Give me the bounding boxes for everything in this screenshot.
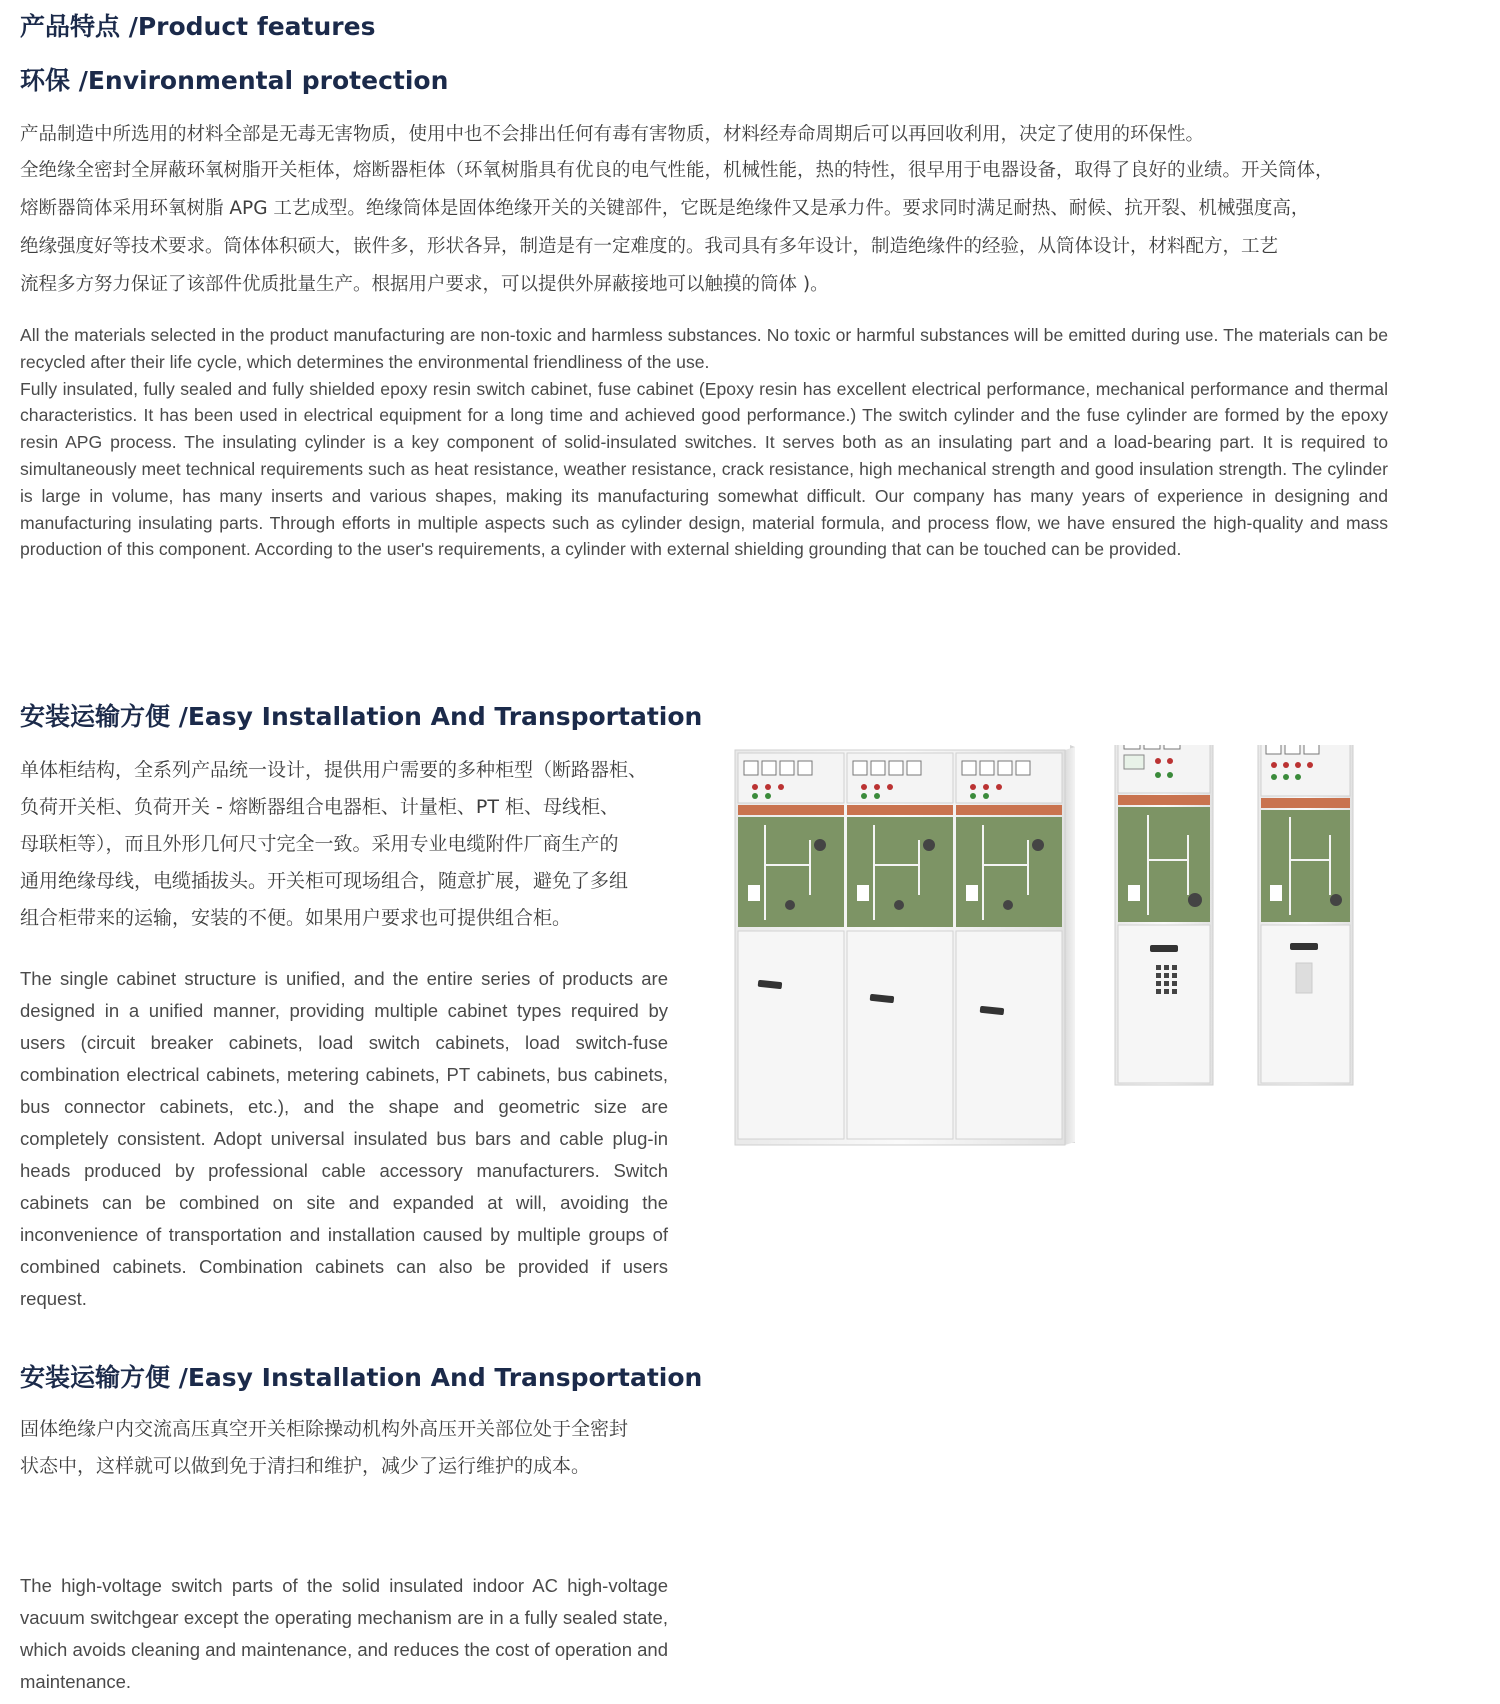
single-cabinet-unit (1115, 745, 1213, 1085)
cn-installation-line: 负荷开关柜、负荷开关 - 熔断器组合电器柜、计量柜、PT 柜、母线柜、 (20, 796, 620, 818)
cn-sealed-line: 固体绝缘户内交流高压真空开关柜除操动机构外高压开关部位处于全密封 (20, 1418, 629, 1440)
sealed-maintenance-heading: 安装运输方便 /Easy Installation And Transportation (20, 1363, 703, 1392)
page-title: 产品特点 /Product features (20, 12, 376, 41)
cn-sealed-line: 状态中，这样就可以做到免于清扫和维护，减少了运行维护的成本。 (20, 1455, 591, 1477)
cn-paragraph-1: 产品制造中所选用的材料全部是无毒无害物质，使用中也不会排出任何有毒有害物质，材料经寿命周期后可以再回收利用，决定了使用的环保性。 (20, 124, 1205, 145)
single-cabinet-unit (1258, 745, 1353, 1085)
cn-installation-line: 通用绝缘母线，电缆插拔头。开关柜可现场组合，随意扩展，避免了多组 (20, 870, 629, 892)
cn-paragraph-2-line: 熔断器筒体采用环氧树脂 APG 工艺成型。绝缘筒体是固体绝缘开关的关键部件，它既是绝缘件又是承力件。要求同时满足耐热、耐候、抗开裂、机械强度高， (20, 198, 1310, 219)
cn-paragraph-2-line: 绝缘强度好等技术要求。筒体体积硕大，嵌件多，形状各异，制造是有一定难度的。我司具有多年设计，制造绝缘件的经验，从筒体设计，材料配方，工艺 (20, 236, 1279, 257)
cn-installation-line: 单体柜结构，全系列产品统一设计，提供用户需要的多种柜型（断路器柜、 (20, 759, 648, 781)
switchgear-cabinets-image (710, 745, 1390, 1205)
cn-installation-line: 母联柜等），而且外形几何尺寸完全一致。采用专业电缆附件厂商生产的 (20, 833, 619, 855)
cn-paragraph-2-line: 全绝缘全密封全屏蔽环氧树脂开关柜体，熔断器柜体（环氧树脂具有优良的电气性能，机械性能，热的特性，很早用于电器设备，取得了良好的业绩。开关筒体， (20, 160, 1334, 181)
cn-installation-line: 组合柜带来的运输，安装的不便。如果用户要求也可提供组合柜。 (20, 907, 572, 929)
environmental-protection-heading: 环保 /Environmental protection (20, 66, 449, 95)
easy-installation-heading: 安装运输方便 /Easy Installation And Transportation (20, 702, 703, 731)
en-paragraph-environmental: All the materials selected in the product manufacturing are non-toxic and harmless substances. No toxic or harmful substances will be emitted during use. The materials can be recycled after their life cycle, which determines the environmental friendliness of the use. Fully insulated, fully sealed and fully shielded epoxy resin switch cabinet, fuse cabinet (Epoxy resin has excellent electrical performance, mechanical performance and thermal characteristics. It has been used in electrical equipment for a long time and achieved good performance.) The switch cylinder and the fuse cylinder are formed by the epoxy resin APG process. The insulating cylinder is a key component of solid-insulated switches. It serves both as an insulating part and a load-bearing part. It is required to simultaneously meet technical requirements such as heat resistance, weather resistance, crack resistance, high mechanical strength and good insulation strength. The cylinder is large in volume, has many inserts and various shapes, making its manufacturing somewhat difficult. Our company has many years of experience in designing and manufacturing insulating parts. Through efforts in multiple aspects such as cylinder design, material formula, and process flow, we have ensured the high-quality and mass production of this component. According to the user's requirements, a cylinder with external shielding grounding that can be touched can be provided. (20, 325, 1388, 560)
cn-paragraph-2-line: 流程多方努力保证了该部件优质批量生产。根据用户要求，可以提供外屏蔽接地可以触摸的筒体 )。 (20, 274, 829, 295)
combined-cabinet-unit (735, 745, 1075, 1145)
en-installation-paragraph: The single cabinet structure is unified, and the entire series of products are designed in a unified manner, providing multiple cabinet types required by users (circuit breaker cabinets, load switch cabinets, load switch-fuse combination electrical cabinets, metering cabinets, PT cabinets, bus cabinets, bus connector cabinets, etc.), and the shape and geometric size are completely consistent. Adopt universal insulated bus bars and cable plug-in heads produced by professional cable accessory manufacturers. Switch cabinets can be combined on site and expanded at will, avoiding the inconvenience of transportation and installation caused by multiple groups of combined cabinets. Combination cabinets can also be provided if users request. (20, 968, 668, 1309)
en-sealed-paragraph: The high-voltage switch parts of the solid insulated indoor AC high-voltage vacuum switchgear except the operating mechanism are in a fully sealed state, which avoids cleaning and maintenance, and reduces the cost of operation and maintenance. (20, 1575, 668, 1692)
